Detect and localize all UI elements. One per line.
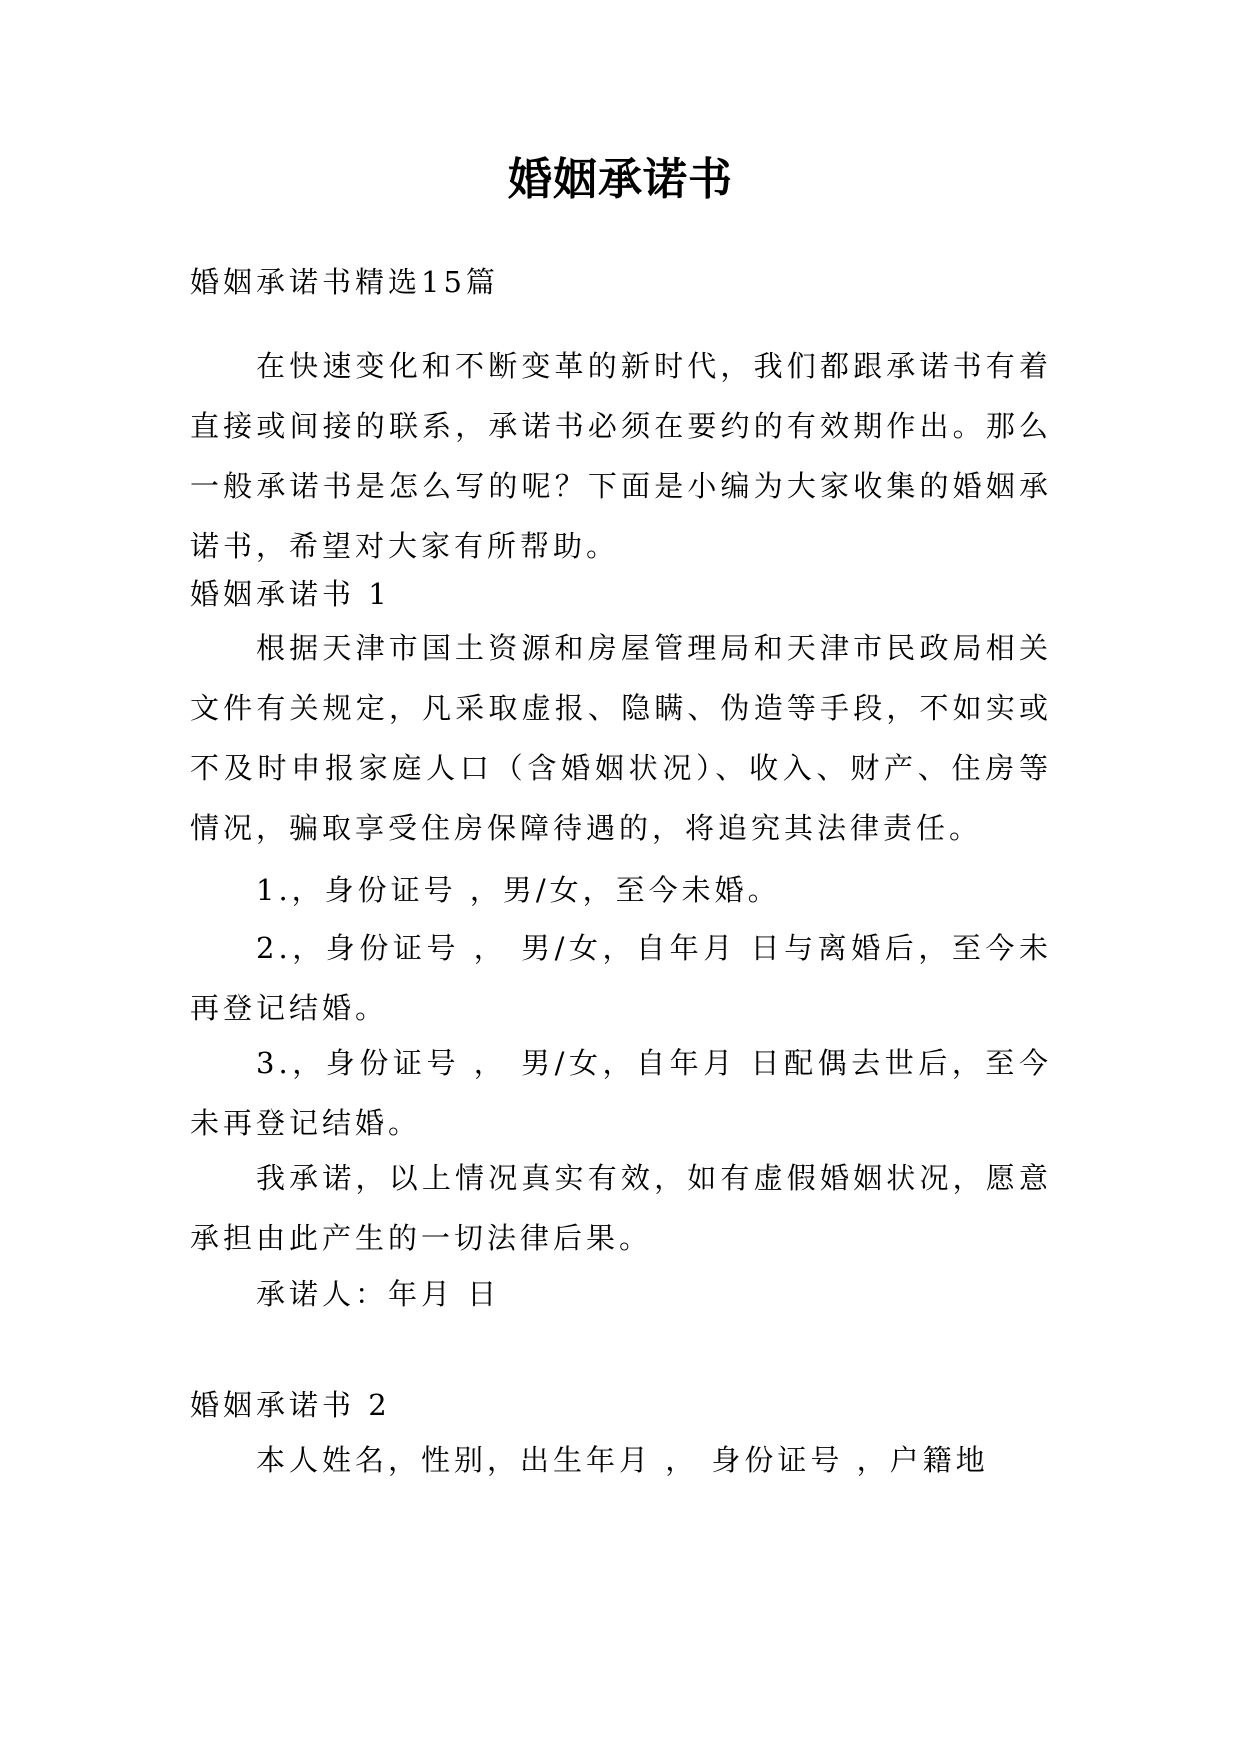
section-1-paragraph: 根据天津市国土资源和房屋管理局和天津市民政局相关文件有关规定，凡采取虚报、隐瞒、伪造等手段，不如实或不及时申报家庭人口（含婚姻状况）、收入、财产、住房等情况，骗取享受住房保障待遇的，将追究其法律责任。 (190, 631, 1052, 845)
section-1-heading: 婚姻承诺书 1 (190, 577, 391, 611)
intro-paragraph: 在快速变化和不断变革的新时代，我们都跟承诺书有着直接或间接的联系，承诺书必须在要约的有效期作出。那么一般承诺书是怎么写的呢？下面是小编为大家收集的婚姻承诺书，希望对大家有所帮助。 (190, 349, 1052, 563)
section-2-paragraph: 本人姓名，性别，出生年月 ， 身份证号 ，户籍地 (256, 1443, 989, 1477)
document-title: 婚姻承诺书 (508, 154, 733, 205)
document-subtitle: 婚姻承诺书精选15篇 (190, 265, 499, 299)
section-1-item-3: 3.，身份证号 ， 男/女，自年月 日配偶去世后，至今未再登记结婚。 (190, 1046, 1052, 1140)
section-1-item-2: 2.，身份证号 ， 男/女，自年月 日与离婚后，至今未再登记结婚。 (190, 931, 1052, 1025)
section-1-signature: 承诺人：年月 日 (256, 1277, 501, 1311)
section-1-item-1: 1.，身份证号 ，男/女，至今未婚。 (256, 873, 781, 907)
section-2-heading: 婚姻承诺书 2 (190, 1388, 391, 1422)
section-1-pledge: 我承诺，以上情况真实有效，如有虚假婚姻状况，愿意承担由此产生的一切法律后果。 (190, 1161, 1052, 1255)
